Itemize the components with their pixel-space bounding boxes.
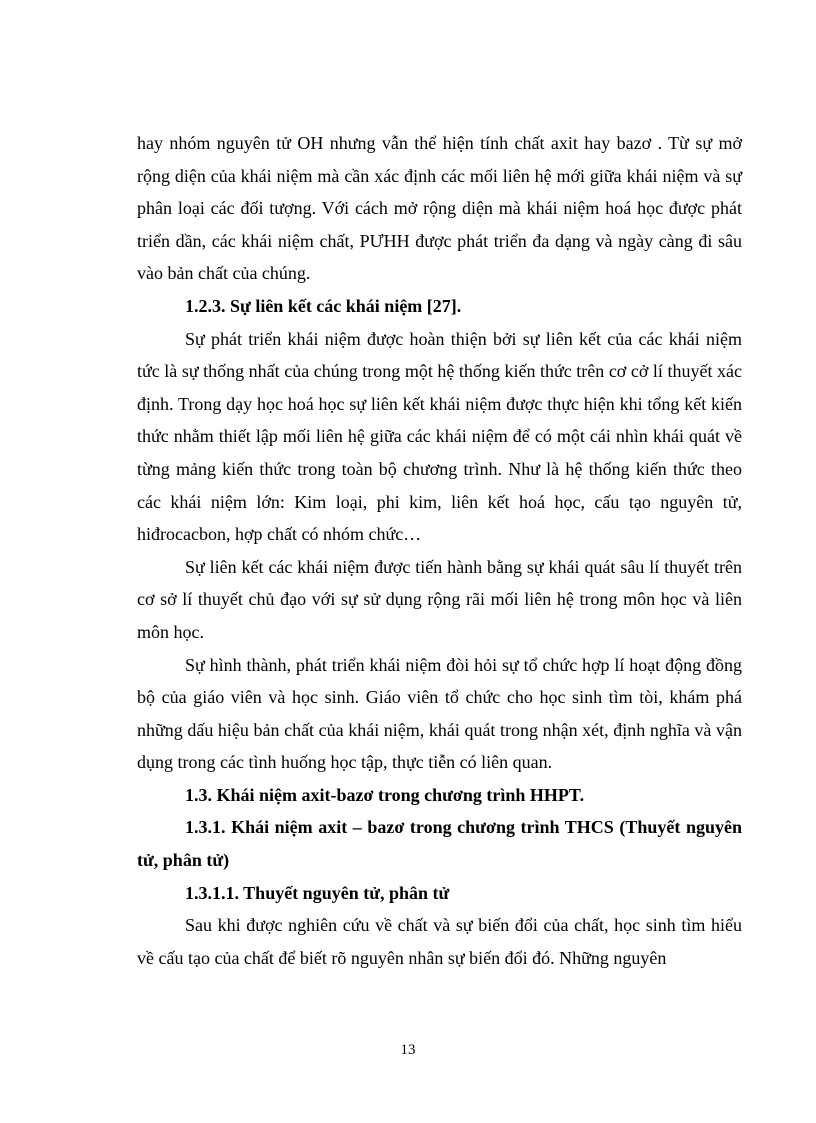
section-heading-1-3-1: 1.3.1. Khái niệm axit – bazơ trong chương trình THCS (Thuyết nguyên tử, phân tử) xyxy=(137,817,742,871)
paragraph-concept-formation: Sự hình thành, phát triển khái niệm đòi hỏi sự tổ chức hợp lí hoạt động đồng bộ của giáo viên và học sinh. Giáo viên tổ chức cho học sinh tìm tòi, khám phá những dấu hiệu bản chất của khái niệm, khái quát trong nhận xét, định nghĩa và vận dụng trong các tình huống học tập, thực tiễn có liên quan. xyxy=(137,654,742,773)
paragraph-continuation: hay nhóm nguyên tử OH nhưng vẫn thể hiện tính chất axit hay bazơ . Từ sự mở rộng diện của khái niệm mà cần xác định các mối liên hệ mới giữa khái niệm và sự phân loại các đối tượng. Với cách mở rộng diện mà khái niệm hoá học được phát triển dần, các khái niệm chất, PƯHH được phát triển đa dạng và ngày càng đi sâu vào bản chất của chúng. xyxy=(137,133,742,284)
page-number: 13 xyxy=(400,1042,416,1058)
section-heading-1-2-3: 1.2.3. Sự liên kết các khái niệm [27]. xyxy=(185,295,462,316)
section-heading-1-3: 1.3. Khái niệm axit-bazơ trong chương trình HHPT. xyxy=(185,784,585,805)
paragraph-concept-linking: Sự phát triển khái niệm được hoàn thiện bởi sự liên kết của các khái niệm tức là sự thống nhất của chúng trong một hệ thống kiến thức trên cơ cở lí thuyết xác định. Trong dạy học hoá học sự liên kết khái niệm được thực hiện khi tổng kết kiến thức nhằm thiết lập mối liên hệ giữa các khái niệm để có một cái nhìn khái quát về từng mảng kiến thức trong toàn bộ chương trình. Như là hệ thống kiến thức theo các khái niệm lớn: Kim loại, phi kim, liên kết hoá học, cấu tạo nguyên tử, hiđrocacbon, hợp chất có nhóm chức… xyxy=(137,328,742,545)
section-heading-1-3-1-1: 1.3.1.1. Thuyết nguyên tử, phân tử xyxy=(185,882,450,903)
paragraph-atomic-theory: Sau khi được nghiên cứu về chất và sự biến đổi của chất, học sinh tìm hiểu về cấu tạo của chất để biết rõ nguyên nhân sự biến đổi đó. Những nguyên xyxy=(137,915,742,968)
paragraph-linking-method: Sự liên kết các khái niệm được tiến hành bằng sự khái quát sâu lí thuyết trên cơ sở lí thuyết chủ đạo với sự sử dụng rộng rãi mối liên hệ trong môn học và liên môn học. xyxy=(137,556,742,642)
page-body xyxy=(137,127,742,974)
